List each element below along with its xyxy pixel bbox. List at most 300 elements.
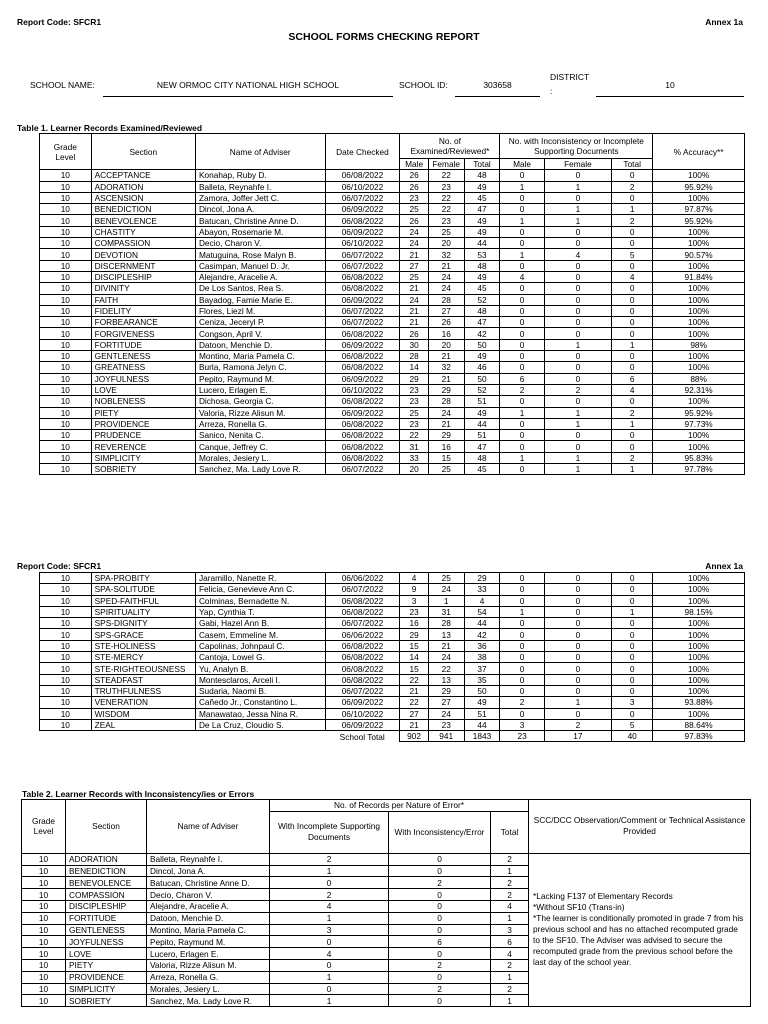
table-cell: 95.83% [653, 452, 745, 463]
table-cell: 1 [500, 181, 544, 192]
table-cell: VENERATION [91, 697, 195, 708]
table-cell: FORGIVENESS [91, 328, 195, 339]
table-cell: 1 [544, 452, 611, 463]
table-cell: 21 [400, 305, 428, 316]
table-cell: 0 [544, 351, 611, 362]
table-cell: 0 [612, 629, 653, 640]
table-cell: 100% [653, 238, 745, 249]
table-cell: 45 [464, 464, 500, 475]
table1-caption: Table 1. Learner Records Examined/Reviewed [17, 123, 203, 133]
adviser-header: Name of Adviser [195, 134, 325, 170]
table-row [40, 260, 745, 271]
table-cell: 21 [428, 418, 464, 429]
table-cell: 27 [400, 708, 428, 719]
table-cell: PIETY [66, 959, 147, 971]
table-cell: 0 [544, 192, 611, 203]
observation-line: *Without SF10 (Trans-in) [533, 902, 625, 913]
report-code-page2: Report Code: SFCR1 [17, 561, 102, 571]
table-row [40, 192, 745, 203]
table-cell: 10 [40, 606, 92, 617]
table-cell: 4 [491, 900, 529, 912]
table-cell: 0 [500, 305, 544, 316]
table-cell: 4 [400, 573, 428, 584]
table-row [40, 464, 745, 475]
table-cell: 6 [389, 936, 491, 948]
female-header: Female [428, 159, 464, 170]
observation-line: *Lacking F137 of Elementary Records [533, 891, 673, 902]
annex-label: Annex 1a [705, 17, 743, 27]
table-cell: 13 [428, 674, 464, 685]
table-cell: 2 [270, 853, 389, 865]
table-cell: 06/07/2022 [325, 685, 400, 696]
table-cell: 0 [612, 708, 653, 719]
nature-header: No. of Records per Nature of Error* [270, 800, 529, 812]
table-cell: DIVINITY [91, 283, 195, 294]
table-cell: 27 [428, 305, 464, 316]
table-cell: Sanchez, Ma. Lady Love R. [195, 464, 325, 475]
table-cell: 10 [40, 464, 92, 475]
table-cell: 06/08/2022 [325, 215, 400, 226]
table-cell: 50 [464, 373, 500, 384]
table-cell: 06/10/2022 [325, 238, 400, 249]
table-cell: 21 [428, 373, 464, 384]
table-cell: 0 [500, 618, 544, 629]
table-cell: 06/08/2022 [325, 170, 400, 181]
table-cell: 24 [428, 283, 464, 294]
table-row [40, 407, 745, 418]
table-cell: 14 [400, 652, 428, 663]
table-cell: 06/07/2022 [325, 584, 400, 595]
table-cell: 10 [22, 900, 66, 912]
table-cell: 10 [40, 362, 92, 373]
table-cell: 0 [544, 430, 611, 441]
table-cell: 0 [544, 294, 611, 305]
table-cell: 0 [544, 685, 611, 696]
table-cell: 06/08/2022 [325, 418, 400, 429]
table-cell: 0 [500, 192, 544, 203]
table-cell: 49 [464, 271, 500, 282]
table-cell: 26 [428, 317, 464, 328]
table-cell: 1 [544, 407, 611, 418]
table-cell: 91.84% [653, 271, 745, 282]
table-cell: 0 [612, 294, 653, 305]
table-cell: 100% [653, 618, 745, 629]
table-cell: 16 [400, 618, 428, 629]
table-cell: 1 [544, 204, 611, 215]
table-cell: 10 [40, 170, 92, 181]
table-cell: 24 [428, 708, 464, 719]
table-cell: 49 [464, 181, 500, 192]
table-cell: 0 [544, 260, 611, 271]
table-cell: SIMPLICITY [66, 983, 147, 995]
table-cell: 25 [428, 464, 464, 475]
table-cell: 44 [464, 618, 500, 629]
date-checked-header: Date Checked [325, 134, 400, 170]
table-cell: 10 [40, 618, 92, 629]
table-cell: 22 [400, 674, 428, 685]
table-cell: 3 [612, 697, 653, 708]
table-cell: 100% [653, 294, 745, 305]
table-cell: 0 [612, 652, 653, 663]
table-cell: 100% [653, 629, 745, 640]
table-cell: Dichosa, Georgia C. [195, 396, 325, 407]
table-cell: 0 [612, 441, 653, 452]
table-cell: 0 [612, 328, 653, 339]
school-total-cell: 97.83% [653, 731, 745, 742]
table-cell: De La Cruz, Cloudio S. [195, 719, 325, 730]
total-header: Total [464, 159, 500, 170]
table-cell: 6 [491, 936, 529, 948]
table-cell: 10 [22, 936, 66, 948]
table-cell: 29 [400, 373, 428, 384]
table-cell: 06/08/2022 [325, 396, 400, 407]
table-cell: 52 [464, 384, 500, 395]
table-cell: 23 [400, 396, 428, 407]
table-cell: 97.73% [653, 418, 745, 429]
table-cell: 15 [400, 663, 428, 674]
table-cell: Canque, Jeffrey C. [195, 441, 325, 452]
table-row [40, 215, 745, 226]
table-cell: 0 [500, 640, 544, 651]
table-cell: 0 [612, 362, 653, 373]
table-cell: 3 [500, 719, 544, 730]
school-name: NEW ORMOC CITY NATIONAL HIGH SCHOOL [156, 80, 340, 90]
table-cell: 100% [653, 708, 745, 719]
table-cell: 14 [400, 362, 428, 373]
table-cell: 2 [491, 983, 529, 995]
male-header: Male [400, 159, 428, 170]
table-cell: 26 [400, 170, 428, 181]
learner-records-table-continued [39, 572, 745, 742]
table-cell: 06/09/2022 [325, 226, 400, 237]
school-total-cell: 40 [612, 731, 653, 742]
table-cell: 95.92% [653, 181, 745, 192]
table-cell: SPA-SOLITUDE [91, 584, 195, 595]
table-cell: 22 [428, 204, 464, 215]
table-cell: 10 [40, 271, 92, 282]
table-cell: 0 [544, 584, 611, 595]
table-cell: 10 [40, 708, 92, 719]
table-cell: 0 [544, 283, 611, 294]
table-cell: Casimpan, Manuel D. Jr. [195, 260, 325, 271]
school-id: 303658 [483, 80, 512, 90]
table-row [40, 430, 745, 441]
table-cell: 0 [612, 305, 653, 316]
table-cell: 49 [464, 215, 500, 226]
table-cell: 100% [653, 584, 745, 595]
table-cell: PROVIDENCE [91, 418, 195, 429]
table-cell: 0 [612, 674, 653, 685]
table-cell: Dincol, Jona A. [147, 865, 270, 877]
table-cell: 28 [428, 396, 464, 407]
observation-header: SCC/DCC Observation/Comment or Technical Assistance Provided [529, 800, 751, 854]
table-cell: SPA-PROBITY [91, 573, 195, 584]
table-cell: 21 [400, 283, 428, 294]
table-cell: DEVOTION [91, 249, 195, 260]
table-cell: 33 [464, 584, 500, 595]
table-cell: 0 [270, 983, 389, 995]
table-cell: 3 [400, 595, 428, 606]
error-records-table [21, 799, 751, 1007]
table-cell: 29 [428, 430, 464, 441]
table-cell: 33 [400, 452, 428, 463]
table-cell: 0 [500, 238, 544, 249]
table-cell: 10 [22, 995, 66, 1007]
table-cell: 29 [428, 384, 464, 395]
table-cell: 06/08/2022 [325, 640, 400, 651]
t2-adviser-header: Name of Adviser [147, 800, 270, 854]
table-cell: 32 [428, 249, 464, 260]
table-cell: 100% [653, 663, 745, 674]
table-cell: 13 [428, 629, 464, 640]
table-cell: 49 [464, 351, 500, 362]
table-cell: 0 [544, 305, 611, 316]
table-cell: 0 [612, 430, 653, 441]
observation-line: *The learner is conditionally promoted in grade 7 from his previous school and has no attached recomputed grade to the SF10. The Adviser was advised to secure the recomputed grade from the previous school before the last day of the school year. [533, 913, 744, 968]
table-row [40, 204, 745, 215]
table-cell: 100% [653, 305, 745, 316]
table-cell: De Los Santos, Rea S. [195, 283, 325, 294]
table-cell: ADORATION [91, 181, 195, 192]
table-cell: 1 [500, 452, 544, 463]
table-cell: 0 [544, 640, 611, 651]
table-cell: 1 [500, 215, 544, 226]
table-cell: 98.15% [653, 606, 745, 617]
table-cell: 0 [612, 573, 653, 584]
table-cell: 53 [464, 249, 500, 260]
incomplete-header: With Incomplete Supporting Documents [270, 811, 389, 853]
table-cell: 10 [40, 215, 92, 226]
table-cell: 06/07/2022 [325, 249, 400, 260]
table-cell: 24 [400, 294, 428, 305]
table-cell: 10 [40, 249, 92, 260]
table-cell: 0 [389, 889, 491, 901]
table-cell: 31 [428, 606, 464, 617]
table-cell: Flores, Liezl M. [195, 305, 325, 316]
table-cell: 25 [428, 573, 464, 584]
table-cell: 10 [22, 877, 66, 889]
table-cell: 0 [389, 971, 491, 983]
table-cell: Abayon, Rosemarie M. [195, 226, 325, 237]
table-cell: 100% [653, 685, 745, 696]
table-row [40, 663, 745, 674]
table-cell: GENTLENESS [66, 924, 147, 936]
table-row [40, 441, 745, 452]
table-cell: 10 [22, 853, 66, 865]
table-cell: 2 [544, 719, 611, 730]
school-total-row [40, 731, 745, 742]
table-cell: 22 [428, 170, 464, 181]
table-cell: 48 [464, 305, 500, 316]
table-cell: 0 [500, 362, 544, 373]
table-cell: SPIRITUALITY [91, 606, 195, 617]
table-cell: 06/08/2022 [325, 430, 400, 441]
table-row [40, 418, 745, 429]
table-cell: 06/06/2022 [325, 629, 400, 640]
table-cell: 0 [612, 317, 653, 328]
table-cell: 23 [428, 215, 464, 226]
table-cell: 0 [500, 170, 544, 181]
table-cell: Colminas, Bernadette N. [195, 595, 325, 606]
table-cell: Alejandre, Aracelie A. [195, 271, 325, 282]
t2-inconsistency-header: With Inconsistency/Error [389, 811, 491, 853]
table-cell: 26 [400, 328, 428, 339]
table-cell: LOVE [66, 948, 147, 960]
table-cell: Datoon, Menchie D. [147, 912, 270, 924]
table-cell: 0 [500, 652, 544, 663]
table-cell: 52 [464, 294, 500, 305]
table-cell: Cantoja, Lowel G. [195, 652, 325, 663]
school-total-cell: 1843 [464, 731, 500, 742]
table-row [40, 595, 745, 606]
table-cell: 27 [400, 260, 428, 271]
table-cell: 10 [40, 652, 92, 663]
table-cell: 10 [40, 317, 92, 328]
table-cell: 0 [500, 260, 544, 271]
table-cell: 100% [653, 573, 745, 584]
table-cell: 0 [544, 674, 611, 685]
table-cell: Ceniza, Jeceryl P. [195, 317, 325, 328]
table-cell: Batucan, Christine Anne D. [195, 215, 325, 226]
table-row [40, 351, 745, 362]
table-cell: 06/07/2022 [325, 464, 400, 475]
table-cell: LOVE [91, 384, 195, 395]
table-cell: 95.92% [653, 215, 745, 226]
table-cell: 29 [428, 685, 464, 696]
table-cell: 06/09/2022 [325, 373, 400, 384]
table-cell: Arreza, Ronella G. [147, 971, 270, 983]
table-cell: 0 [612, 685, 653, 696]
table-cell: ZEAL [91, 719, 195, 730]
table-cell: 25 [400, 407, 428, 418]
table-cell: 0 [389, 924, 491, 936]
table-cell: 100% [653, 640, 745, 651]
table-cell: 1 [544, 339, 611, 350]
table-cell: Felicia, Genevieve Ann C. [195, 584, 325, 595]
table-cell: Sanico, Nenita C. [195, 430, 325, 441]
table-cell: 100% [653, 328, 745, 339]
table-cell: 06/08/2022 [325, 595, 400, 606]
table-row [40, 685, 745, 696]
table-cell: 0 [544, 606, 611, 617]
table-cell: Pepito, Raymund M. [147, 936, 270, 948]
table-cell: Batucan, Christine Anne D. [147, 877, 270, 889]
table-cell: 10 [40, 697, 92, 708]
table-cell: SPS-GRACE [91, 629, 195, 640]
table-cell: SPED-FAITHFUL [91, 595, 195, 606]
female-header: Female [544, 159, 611, 170]
table-cell: 0 [500, 663, 544, 674]
table-cell: 2 [491, 877, 529, 889]
table-cell: 10 [40, 640, 92, 651]
table-row [40, 708, 745, 719]
table-cell: 10 [22, 924, 66, 936]
table-cell: 1 [544, 697, 611, 708]
table-cell: PIETY [91, 407, 195, 418]
table-cell: 1 [270, 995, 389, 1007]
table-cell: ASCENSION [91, 192, 195, 203]
table-cell: 20 [400, 464, 428, 475]
table-cell: 27 [428, 697, 464, 708]
table-cell: 10 [22, 971, 66, 983]
table-cell: 06/07/2022 [325, 618, 400, 629]
table-cell: 24 [428, 407, 464, 418]
table-cell: 06/08/2022 [325, 283, 400, 294]
table-cell: 42 [464, 328, 500, 339]
district-label: DISTRICT [550, 72, 590, 82]
table-cell: 15 [400, 640, 428, 651]
table-cell: 38 [464, 652, 500, 663]
table-cell: 100% [653, 595, 745, 606]
table-cell: 16 [428, 441, 464, 452]
table-cell: FORTITUDE [66, 912, 147, 924]
table-cell: 100% [653, 260, 745, 271]
table-row [40, 384, 745, 395]
table-cell: 0 [544, 328, 611, 339]
table-cell: 22 [428, 192, 464, 203]
table-cell: 88% [653, 373, 745, 384]
table-cell: 51 [464, 396, 500, 407]
table-cell: 0 [612, 640, 653, 651]
table-cell: JOYFULNESS [91, 373, 195, 384]
table-cell: 45 [464, 283, 500, 294]
table-cell: 06/07/2022 [325, 305, 400, 316]
table-cell: 06/08/2022 [325, 652, 400, 663]
table-cell: 0 [389, 995, 491, 1007]
table-cell: 06/09/2022 [325, 204, 400, 215]
table-cell: 0 [500, 674, 544, 685]
table-cell: 2 [612, 215, 653, 226]
table-cell: 06/07/2022 [325, 260, 400, 271]
table-row [40, 170, 745, 181]
table-cell: Dincol, Jona A. [195, 204, 325, 215]
table-cell: 10 [40, 573, 92, 584]
table-row [40, 283, 745, 294]
table-cell: 0 [270, 959, 389, 971]
table-row [40, 640, 745, 651]
table-cell: 2 [389, 959, 491, 971]
table-cell: Morales, Jesiery L. [147, 983, 270, 995]
table-cell: JOYFULNESS [66, 936, 147, 948]
table-cell: 36 [464, 640, 500, 651]
table-cell: 100% [653, 674, 745, 685]
table-cell: 6 [612, 373, 653, 384]
table-cell: 0 [612, 396, 653, 407]
table-row [40, 618, 745, 629]
table-cell: 10 [40, 283, 92, 294]
table-cell: 10 [40, 441, 92, 452]
table-cell: 1 [544, 215, 611, 226]
section-header: Section [91, 134, 195, 170]
table-cell: 0 [270, 877, 389, 889]
table-cell: 24 [400, 238, 428, 249]
table-cell: Zamora, Joffer Jett C. [195, 192, 325, 203]
table-cell: 0 [500, 396, 544, 407]
table-row [40, 606, 745, 617]
inconsistency-header: No. with Inconsistency or Incomplete Supporting Documents [500, 134, 653, 159]
table-cell: 2 [500, 384, 544, 395]
t2-section-header: Section [66, 800, 147, 854]
observation-cell [529, 853, 751, 1006]
table-cell: 5 [612, 719, 653, 730]
table-cell: BENEDICTION [91, 204, 195, 215]
school-total-cell: 941 [428, 731, 464, 742]
table-cell: 23 [400, 606, 428, 617]
table-cell: 10 [40, 339, 92, 350]
table-cell: Balleta, Reynahfe I. [147, 853, 270, 865]
table-row [40, 271, 745, 282]
table-cell: 1 [612, 339, 653, 350]
